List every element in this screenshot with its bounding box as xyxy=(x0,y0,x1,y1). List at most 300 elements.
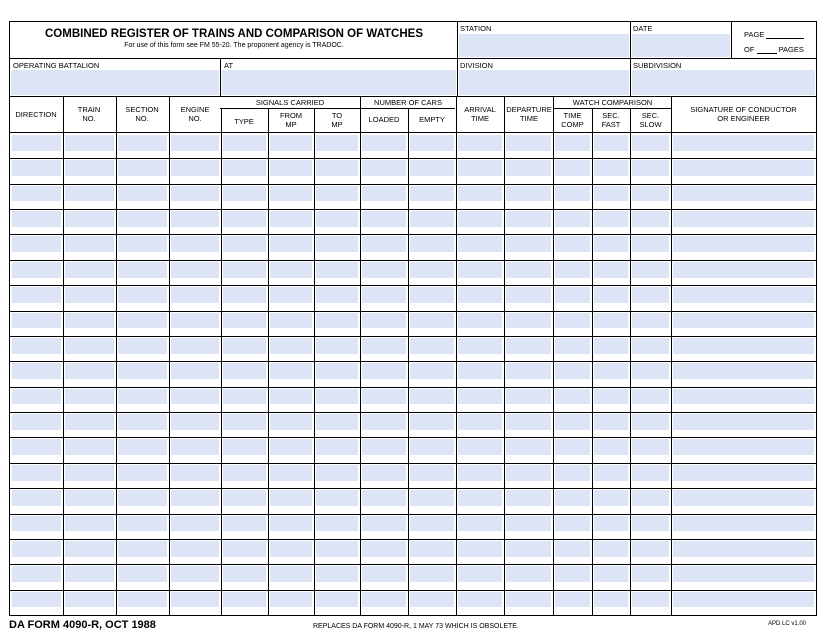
cell-signature[interactable] xyxy=(673,389,814,405)
cell-engine-no[interactable] xyxy=(171,363,219,379)
cell-time-comp[interactable] xyxy=(555,160,590,176)
cell-sec-slow[interactable] xyxy=(632,592,669,608)
cell-empty[interactable] xyxy=(410,287,454,303)
cell-section-no[interactable] xyxy=(118,287,167,303)
cell-time-comp[interactable] xyxy=(555,516,590,532)
col-departure-time: DEPARTURE TIME xyxy=(506,105,552,123)
cell-sec-fast[interactable] xyxy=(594,160,628,176)
cell-empty[interactable] xyxy=(410,236,454,252)
cell-arrival-time[interactable] xyxy=(458,566,502,582)
cell-train-no[interactable] xyxy=(65,186,114,202)
cell-departure-time[interactable] xyxy=(506,186,551,202)
cell-section-no[interactable] xyxy=(118,262,167,278)
cell-section-no[interactable] xyxy=(118,541,167,557)
table-row xyxy=(10,437,816,462)
cell-time-comp[interactable] xyxy=(555,338,590,354)
cell-time-comp[interactable] xyxy=(555,135,590,151)
cell-loaded[interactable] xyxy=(362,186,406,202)
cell-direction[interactable] xyxy=(12,211,61,227)
cell-train-no[interactable] xyxy=(65,490,114,506)
cell-arrival-time[interactable] xyxy=(458,287,502,303)
cell-train-no[interactable] xyxy=(65,262,114,278)
cell-loaded[interactable] xyxy=(362,313,406,329)
cell-arrival-time[interactable] xyxy=(458,135,502,151)
cell-type[interactable] xyxy=(223,211,266,227)
cell-section-no[interactable] xyxy=(118,439,167,455)
cell-sec-slow[interactable] xyxy=(632,566,669,582)
cell-train-no[interactable] xyxy=(65,414,114,430)
cell-departure-time[interactable] xyxy=(506,160,551,176)
cell-engine-no[interactable] xyxy=(171,186,219,202)
cell-type[interactable] xyxy=(223,262,266,278)
cell-from-mp[interactable] xyxy=(270,236,312,252)
cell-time-comp[interactable] xyxy=(555,262,590,278)
cell-arrival-time[interactable] xyxy=(458,338,502,354)
cell-departure-time[interactable] xyxy=(506,389,551,405)
cell-sec-fast[interactable] xyxy=(594,135,628,151)
cell-train-no[interactable] xyxy=(65,439,114,455)
cell-direction[interactable] xyxy=(12,414,61,430)
cell-from-mp[interactable] xyxy=(270,490,312,506)
cell-sec-slow[interactable] xyxy=(632,211,669,227)
cell-direction[interactable] xyxy=(12,439,61,455)
cell-sec-fast[interactable] xyxy=(594,541,628,557)
cell-train-no[interactable] xyxy=(65,592,114,608)
cell-arrival-time[interactable] xyxy=(458,516,502,532)
cell-empty[interactable] xyxy=(410,516,454,532)
cell-signature[interactable] xyxy=(673,338,814,354)
cell-empty[interactable] xyxy=(410,262,454,278)
cell-signature[interactable] xyxy=(673,566,814,582)
cell-engine-no[interactable] xyxy=(171,439,219,455)
cell-sec-slow[interactable] xyxy=(632,414,669,430)
cell-sec-slow[interactable] xyxy=(632,541,669,557)
cell-signature[interactable] xyxy=(673,541,814,557)
cell-arrival-time[interactable] xyxy=(458,313,502,329)
cell-loaded[interactable] xyxy=(362,363,406,379)
cell-type[interactable] xyxy=(223,592,266,608)
cell-direction[interactable] xyxy=(12,363,61,379)
cell-departure-time[interactable] xyxy=(506,490,551,506)
cell-sec-fast[interactable] xyxy=(594,389,628,405)
cell-to-mp[interactable] xyxy=(316,186,358,202)
cell-empty[interactable] xyxy=(410,186,454,202)
cell-from-mp[interactable] xyxy=(270,160,312,176)
cell-to-mp[interactable] xyxy=(316,566,358,582)
cell-loaded[interactable] xyxy=(362,262,406,278)
cell-time-comp[interactable] xyxy=(555,211,590,227)
cell-empty[interactable] xyxy=(410,313,454,329)
cell-loaded[interactable] xyxy=(362,211,406,227)
cell-from-mp[interactable] xyxy=(270,262,312,278)
cell-to-mp[interactable] xyxy=(316,287,358,303)
cell-to-mp[interactable] xyxy=(316,363,358,379)
cell-to-mp[interactable] xyxy=(316,516,358,532)
cell-sec-slow[interactable] xyxy=(632,363,669,379)
cell-engine-no[interactable] xyxy=(171,236,219,252)
date-label: DATE xyxy=(633,24,653,33)
cell-engine-no[interactable] xyxy=(171,389,219,405)
cell-to-mp[interactable] xyxy=(316,592,358,608)
cell-empty[interactable] xyxy=(410,338,454,354)
cell-train-no[interactable] xyxy=(65,313,114,329)
cell-arrival-time[interactable] xyxy=(458,262,502,278)
cell-time-comp[interactable] xyxy=(555,389,590,405)
cell-direction[interactable] xyxy=(12,287,61,303)
table-row xyxy=(10,488,816,513)
cell-type[interactable] xyxy=(223,490,266,506)
cell-from-mp[interactable] xyxy=(270,135,312,151)
cell-loaded[interactable] xyxy=(362,439,406,455)
cell-sec-fast[interactable] xyxy=(594,592,628,608)
cell-departure-time[interactable] xyxy=(506,262,551,278)
cell-to-mp[interactable] xyxy=(316,490,358,506)
cell-departure-time[interactable] xyxy=(506,338,551,354)
version-label: APD LC v1.00 xyxy=(768,621,807,627)
cell-arrival-time[interactable] xyxy=(458,414,502,430)
cell-arrival-time[interactable] xyxy=(458,363,502,379)
cell-empty[interactable] xyxy=(410,439,454,455)
cell-time-comp[interactable] xyxy=(555,414,590,430)
cell-from-mp[interactable] xyxy=(270,439,312,455)
cell-empty[interactable] xyxy=(410,363,454,379)
cell-loaded[interactable] xyxy=(362,414,406,430)
cell-from-mp[interactable] xyxy=(270,566,312,582)
cell-sec-fast[interactable] xyxy=(594,490,628,506)
cell-arrival-time[interactable] xyxy=(458,236,502,252)
cell-from-mp[interactable] xyxy=(270,211,312,227)
cell-departure-time[interactable] xyxy=(506,465,551,481)
form-id: DA FORM 4090-R, OCT 1988 xyxy=(9,619,156,631)
cell-section-no[interactable] xyxy=(118,389,167,405)
cell-signature[interactable] xyxy=(673,465,814,481)
cell-loaded[interactable] xyxy=(362,566,406,582)
cell-signature[interactable] xyxy=(673,363,814,379)
cell-empty[interactable] xyxy=(410,389,454,405)
cell-direction[interactable] xyxy=(12,262,61,278)
cell-engine-no[interactable] xyxy=(171,490,219,506)
cell-direction[interactable] xyxy=(12,186,61,202)
cell-sec-slow[interactable] xyxy=(632,389,669,405)
cell-train-no[interactable] xyxy=(65,389,114,405)
cell-direction[interactable] xyxy=(12,236,61,252)
cell-sec-fast[interactable] xyxy=(594,516,628,532)
cell-empty[interactable] xyxy=(410,490,454,506)
cell-to-mp[interactable] xyxy=(316,414,358,430)
cell-loaded[interactable] xyxy=(362,465,406,481)
cell-from-mp[interactable] xyxy=(270,389,312,405)
col-watch-comparison: WATCH COMPARISON xyxy=(572,98,653,107)
cell-sec-slow[interactable] xyxy=(632,236,669,252)
cell-direction[interactable] xyxy=(12,465,61,481)
cell-type[interactable] xyxy=(223,363,266,379)
cell-engine-no[interactable] xyxy=(171,516,219,532)
cell-signature[interactable] xyxy=(673,490,814,506)
cell-type[interactable] xyxy=(223,160,266,176)
cell-direction[interactable] xyxy=(12,389,61,405)
cell-empty[interactable] xyxy=(410,160,454,176)
cell-departure-time[interactable] xyxy=(506,135,551,151)
cell-time-comp[interactable] xyxy=(555,465,590,481)
cell-time-comp[interactable] xyxy=(555,439,590,455)
form-title: COMBINED REGISTER OF TRAINS AND COMPARISON OF WATCHES xyxy=(44,28,423,40)
cell-time-comp[interactable] xyxy=(555,566,590,582)
cell-from-mp[interactable] xyxy=(270,516,312,532)
cell-type[interactable] xyxy=(223,338,266,354)
col-loaded: LOADED xyxy=(368,115,400,124)
cell-departure-time[interactable] xyxy=(506,287,551,303)
cell-from-mp[interactable] xyxy=(270,414,312,430)
cell-arrival-time[interactable] xyxy=(458,541,502,557)
cell-arrival-time[interactable] xyxy=(458,592,502,608)
cell-section-no[interactable] xyxy=(118,338,167,354)
cell-sec-slow[interactable] xyxy=(632,313,669,329)
cell-direction[interactable] xyxy=(12,135,61,151)
cell-signature[interactable] xyxy=(673,262,814,278)
cell-departure-time[interactable] xyxy=(506,363,551,379)
cell-type[interactable] xyxy=(223,287,266,303)
cell-engine-no[interactable] xyxy=(171,135,219,151)
cell-train-no[interactable] xyxy=(65,211,114,227)
cell-section-no[interactable] xyxy=(118,490,167,506)
cell-direction[interactable] xyxy=(12,566,61,582)
cell-sec-slow[interactable] xyxy=(632,439,669,455)
cell-sec-slow[interactable] xyxy=(632,262,669,278)
cell-to-mp[interactable] xyxy=(316,541,358,557)
cell-sec-slow[interactable] xyxy=(632,287,669,303)
cell-arrival-time[interactable] xyxy=(458,490,502,506)
cell-section-no[interactable] xyxy=(118,211,167,227)
cell-sec-fast[interactable] xyxy=(594,236,628,252)
cell-departure-time[interactable] xyxy=(506,592,551,608)
cell-signature[interactable] xyxy=(673,414,814,430)
cell-engine-no[interactable] xyxy=(171,338,219,354)
cell-section-no[interactable] xyxy=(118,566,167,582)
cell-signature[interactable] xyxy=(673,236,814,252)
cell-from-mp[interactable] xyxy=(270,287,312,303)
cell-direction[interactable] xyxy=(12,490,61,506)
cell-to-mp[interactable] xyxy=(316,465,358,481)
cell-section-no[interactable] xyxy=(118,135,167,151)
cell-signature[interactable] xyxy=(673,160,814,176)
cell-type[interactable] xyxy=(223,516,266,532)
cell-arrival-time[interactable] xyxy=(458,389,502,405)
cell-engine-no[interactable] xyxy=(171,465,219,481)
cell-empty[interactable] xyxy=(410,414,454,430)
pages-label: PAGES xyxy=(778,45,804,54)
cell-arrival-time[interactable] xyxy=(458,186,502,202)
cell-sec-slow[interactable] xyxy=(632,465,669,481)
cell-engine-no[interactable] xyxy=(171,566,219,582)
cell-engine-no[interactable] xyxy=(171,541,219,557)
cell-sec-fast[interactable] xyxy=(594,287,628,303)
cell-section-no[interactable] xyxy=(118,313,167,329)
cell-empty[interactable] xyxy=(410,592,454,608)
cell-section-no[interactable] xyxy=(118,592,167,608)
table-row xyxy=(10,158,816,183)
cell-from-mp[interactable] xyxy=(270,363,312,379)
cell-time-comp[interactable] xyxy=(555,313,590,329)
cell-to-mp[interactable] xyxy=(316,262,358,278)
cell-to-mp[interactable] xyxy=(316,439,358,455)
cell-empty[interactable] xyxy=(410,211,454,227)
cell-type[interactable] xyxy=(223,389,266,405)
cell-from-mp[interactable] xyxy=(270,186,312,202)
cell-time-comp[interactable] xyxy=(555,186,590,202)
cell-signature[interactable] xyxy=(673,313,814,329)
cell-sec-fast[interactable] xyxy=(594,211,628,227)
cell-departure-time[interactable] xyxy=(506,516,551,532)
cell-to-mp[interactable] xyxy=(316,338,358,354)
cell-empty[interactable] xyxy=(410,566,454,582)
cell-train-no[interactable] xyxy=(65,566,114,582)
cell-to-mp[interactable] xyxy=(316,389,358,405)
cell-sec-fast[interactable] xyxy=(594,262,628,278)
cell-sec-fast[interactable] xyxy=(594,465,628,481)
cell-direction[interactable] xyxy=(12,592,61,608)
cell-to-mp[interactable] xyxy=(316,135,358,151)
cell-train-no[interactable] xyxy=(65,516,114,532)
cell-train-no[interactable] xyxy=(65,465,114,481)
cell-loaded[interactable] xyxy=(362,490,406,506)
cell-loaded[interactable] xyxy=(362,389,406,405)
cell-to-mp[interactable] xyxy=(316,211,358,227)
cell-from-mp[interactable] xyxy=(270,541,312,557)
cell-to-mp[interactable] xyxy=(316,236,358,252)
cell-type[interactable] xyxy=(223,186,266,202)
cell-sec-fast[interactable] xyxy=(594,414,628,430)
cell-arrival-time[interactable] xyxy=(458,211,502,227)
cell-from-mp[interactable] xyxy=(270,465,312,481)
cell-departure-time[interactable] xyxy=(506,414,551,430)
cell-engine-no[interactable] xyxy=(171,211,219,227)
cell-time-comp[interactable] xyxy=(555,236,590,252)
cell-engine-no[interactable] xyxy=(171,313,219,329)
cell-signature[interactable] xyxy=(673,287,814,303)
cell-signature[interactable] xyxy=(673,135,814,151)
cell-from-mp[interactable] xyxy=(270,592,312,608)
cell-section-no[interactable] xyxy=(118,516,167,532)
cell-train-no[interactable] xyxy=(65,236,114,252)
cell-sec-fast[interactable] xyxy=(594,363,628,379)
cell-direction[interactable] xyxy=(12,313,61,329)
cell-engine-no[interactable] xyxy=(171,262,219,278)
cell-engine-no[interactable] xyxy=(171,414,219,430)
cell-train-no[interactable] xyxy=(65,541,114,557)
cell-loaded[interactable] xyxy=(362,338,406,354)
cell-loaded[interactable] xyxy=(362,236,406,252)
cell-loaded[interactable] xyxy=(362,541,406,557)
cell-sec-slow[interactable] xyxy=(632,160,669,176)
cell-type[interactable] xyxy=(223,414,266,430)
cell-empty[interactable] xyxy=(410,135,454,151)
cell-train-no[interactable] xyxy=(65,287,114,303)
cell-train-no[interactable] xyxy=(65,160,114,176)
cell-sec-fast[interactable] xyxy=(594,338,628,354)
cell-sec-slow[interactable] xyxy=(632,338,669,354)
cell-empty[interactable] xyxy=(410,541,454,557)
cell-type[interactable] xyxy=(223,439,266,455)
cell-type[interactable] xyxy=(223,313,266,329)
cell-time-comp[interactable] xyxy=(555,287,590,303)
cell-loaded[interactable] xyxy=(362,135,406,151)
cell-time-comp[interactable] xyxy=(555,490,590,506)
cell-to-mp[interactable] xyxy=(316,313,358,329)
cell-departure-time[interactable] xyxy=(506,313,551,329)
cell-departure-time[interactable] xyxy=(506,439,551,455)
cell-type[interactable] xyxy=(223,236,266,252)
cell-section-no[interactable] xyxy=(118,363,167,379)
cell-departure-time[interactable] xyxy=(506,566,551,582)
cell-type[interactable] xyxy=(223,465,266,481)
cell-sec-fast[interactable] xyxy=(594,313,628,329)
cell-arrival-time[interactable] xyxy=(458,160,502,176)
cell-signature[interactable] xyxy=(673,186,814,202)
cell-sec-slow[interactable] xyxy=(632,135,669,151)
cell-engine-no[interactable] xyxy=(171,287,219,303)
cell-sec-fast[interactable] xyxy=(594,439,628,455)
cell-arrival-time[interactable] xyxy=(458,465,502,481)
cell-direction[interactable] xyxy=(12,516,61,532)
cell-direction[interactable] xyxy=(12,160,61,176)
cell-train-no[interactable] xyxy=(65,135,114,151)
cell-empty[interactable] xyxy=(410,465,454,481)
cell-direction[interactable] xyxy=(12,541,61,557)
cell-sec-slow[interactable] xyxy=(632,186,669,202)
cell-section-no[interactable] xyxy=(118,186,167,202)
cell-signature[interactable] xyxy=(673,516,814,532)
cell-train-no[interactable] xyxy=(65,363,114,379)
cell-sec-fast[interactable] xyxy=(594,566,628,582)
cell-time-comp[interactable] xyxy=(555,541,590,557)
cell-signature[interactable] xyxy=(673,211,814,227)
cell-type[interactable] xyxy=(223,566,266,582)
cell-engine-no[interactable] xyxy=(171,160,219,176)
table-row xyxy=(10,133,816,158)
cell-sec-fast[interactable] xyxy=(594,186,628,202)
cell-loaded[interactable] xyxy=(362,160,406,176)
cell-train-no[interactable] xyxy=(65,338,114,354)
cell-section-no[interactable] xyxy=(118,465,167,481)
cell-section-no[interactable] xyxy=(118,414,167,430)
cell-arrival-time[interactable] xyxy=(458,439,502,455)
cell-loaded[interactable] xyxy=(362,287,406,303)
cell-departure-time[interactable] xyxy=(506,211,551,227)
cell-signature[interactable] xyxy=(673,439,814,455)
cell-departure-time[interactable] xyxy=(506,236,551,252)
cell-sec-slow[interactable] xyxy=(632,516,669,532)
cell-to-mp[interactable] xyxy=(316,160,358,176)
cell-loaded[interactable] xyxy=(362,592,406,608)
cell-loaded[interactable] xyxy=(362,516,406,532)
of-label: OF xyxy=(744,45,755,54)
cell-type[interactable] xyxy=(223,135,266,151)
cell-direction[interactable] xyxy=(12,338,61,354)
cell-section-no[interactable] xyxy=(118,160,167,176)
cell-signature[interactable] xyxy=(673,592,814,608)
cell-departure-time[interactable] xyxy=(506,541,551,557)
cell-type[interactable] xyxy=(223,541,266,557)
division-label: DIVISION xyxy=(460,61,493,70)
cell-section-no[interactable] xyxy=(118,236,167,252)
cell-time-comp[interactable] xyxy=(555,592,590,608)
cell-engine-no[interactable] xyxy=(171,592,219,608)
cell-from-mp[interactable] xyxy=(270,313,312,329)
cell-sec-slow[interactable] xyxy=(632,490,669,506)
table-row xyxy=(10,285,816,310)
cell-from-mp[interactable] xyxy=(270,338,312,354)
cell-time-comp[interactable] xyxy=(555,363,590,379)
